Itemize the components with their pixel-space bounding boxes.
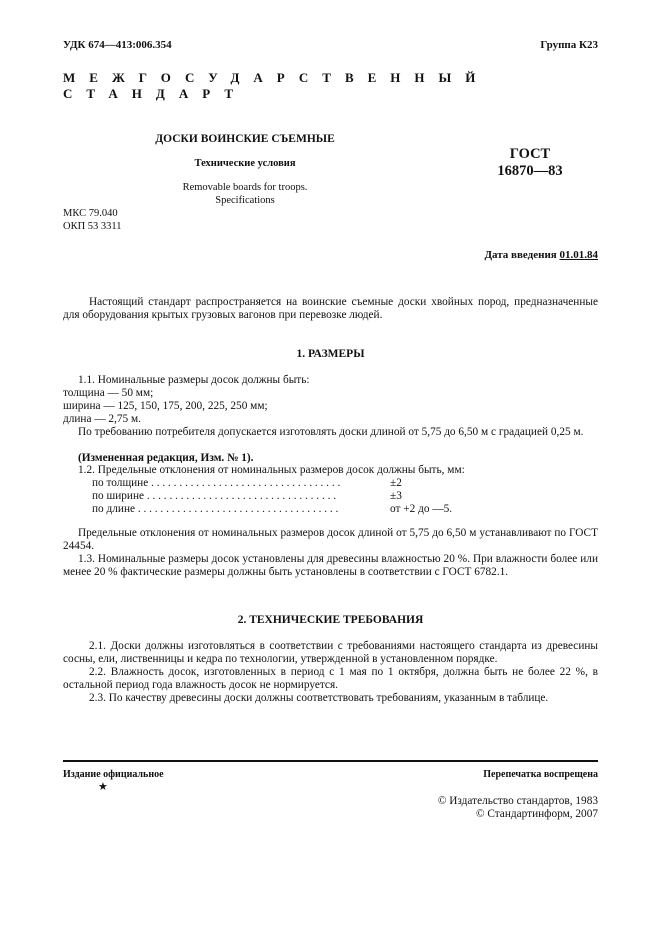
effective-date-value: 01.01.84: [559, 249, 598, 261]
official-edition: Издание официальное: [63, 769, 164, 780]
tolerance-value: от +2 до —5.: [390, 503, 453, 515]
copyright-block: [438, 795, 598, 821]
document-title: ДОСКИ ВОИНСКИЕ СЪЕМНЫЕ: [155, 133, 335, 145]
clause-1-2-extension: Предельные отклонения от номинальных размеров досок длиной от 5,75 до 6,50 м устанавливают по ГОСТ 24454.: [63, 527, 598, 553]
classifier-codes: [63, 208, 122, 233]
reprint-prohibited: Перепечатка воспрещена: [483, 769, 598, 780]
copyright-line-2: © Стандартинформ, 2007: [475, 808, 598, 820]
intro-paragraph: Настоящий стандарт распространяется на воинские съемные доски хвойных пород, предназначенные для оборудования крытых грузовых вагонов при перевозке людей.: [63, 296, 598, 322]
group-code: Группа К23: [540, 39, 598, 51]
effective-date: [484, 249, 598, 261]
clause-2-2: 2.2. Влажность досок, изготовленных в период с 1 мая по 1 октября, должна быть не более 22 %, в остальной период года влажность досок не нормируется.: [63, 666, 598, 692]
tolerance-label: по длине . . . . . . . . . . . . . . . . . . . . . . . . . . . . . . . . . . . .: [92, 503, 339, 515]
copyright-line-1: © Издательство стандартов, 1983: [437, 795, 598, 807]
clause-2-3: 2.3. По качеству древесины доски должны соответствовать требованиям, указанным в таблице.: [89, 692, 549, 704]
thickness-line: толщина — 50 мм;: [63, 387, 154, 399]
gost-designation: [470, 146, 590, 180]
tolerance-value: ±3: [390, 490, 402, 502]
gost-number: 16870—83: [497, 163, 563, 179]
document-subtitle: Технические условия: [194, 158, 296, 169]
tolerance-row-length: [92, 503, 453, 518]
clause-1-2: 1.2. Предельные отклонения от номинальных размеров досок должны быть, мм:: [78, 464, 465, 476]
udc-code: УДК 674—413:006.354: [63, 39, 172, 51]
effective-date-label: Дата введения: [484, 249, 557, 261]
tolerance-label: по ширине . . . . . . . . . . . . . . . . . . . . . . . . . . . . . . . . . .: [92, 490, 337, 502]
revision-note: (Измененная редакция, Изм. № 1).: [78, 452, 254, 464]
okp-code: ОКП 53 3311: [63, 220, 122, 232]
tolerance-label: по толщине . . . . . . . . . . . . . . . . . . . . . . . . . . . . . . . . . .: [92, 477, 341, 489]
gost-label: ГОСТ: [509, 146, 551, 162]
clause-1-3: 1.3. Номинальные размеры досок установлены для древесины влажностью 20 %. При влажности более или менее 20 % фактические размеры должны быть установлены в соответствии с ГОСТ 6782.1.: [63, 553, 598, 579]
english-title-line-1: Removable boards for troops.: [182, 182, 308, 193]
footer-divider: [63, 760, 598, 762]
width-line: ширина — 125, 150, 175, 200, 225, 250 мм;: [63, 400, 268, 412]
mks-code: МКС 79.040: [63, 208, 118, 219]
tolerance-value: ±2: [390, 477, 402, 489]
english-title-line-2: Specifications: [215, 194, 275, 206]
english-title: [140, 182, 350, 207]
section-1-heading: 1. РАЗМЕРЫ: [296, 348, 365, 360]
clause-1-1: 1.1. Номинальные размеры досок должны быть:: [78, 374, 310, 386]
standard-type: МЕЖГОСУДАРСТВЕННЫЙ СТАНДАРТ: [63, 70, 490, 101]
clause-1-1-extension: По требованию потребителя допускается изготовлять доски длиной от 5,75 до 6,50 м с градацией 0,25 м.: [78, 426, 584, 438]
star-icon: ★: [98, 781, 108, 793]
section-2-heading: 2. ТЕХНИЧЕСКИЕ ТРЕБОВАНИЯ: [237, 614, 424, 626]
length-line: длина — 2,75 м.: [63, 413, 142, 425]
clause-2-1: 2.1. Доски должны изготовляться в соответствии с требованиями настоящего стандарта из древесины сосны, ели, лиственницы и кедра по технологии, утвержденной в установленном порядке.: [63, 640, 598, 666]
